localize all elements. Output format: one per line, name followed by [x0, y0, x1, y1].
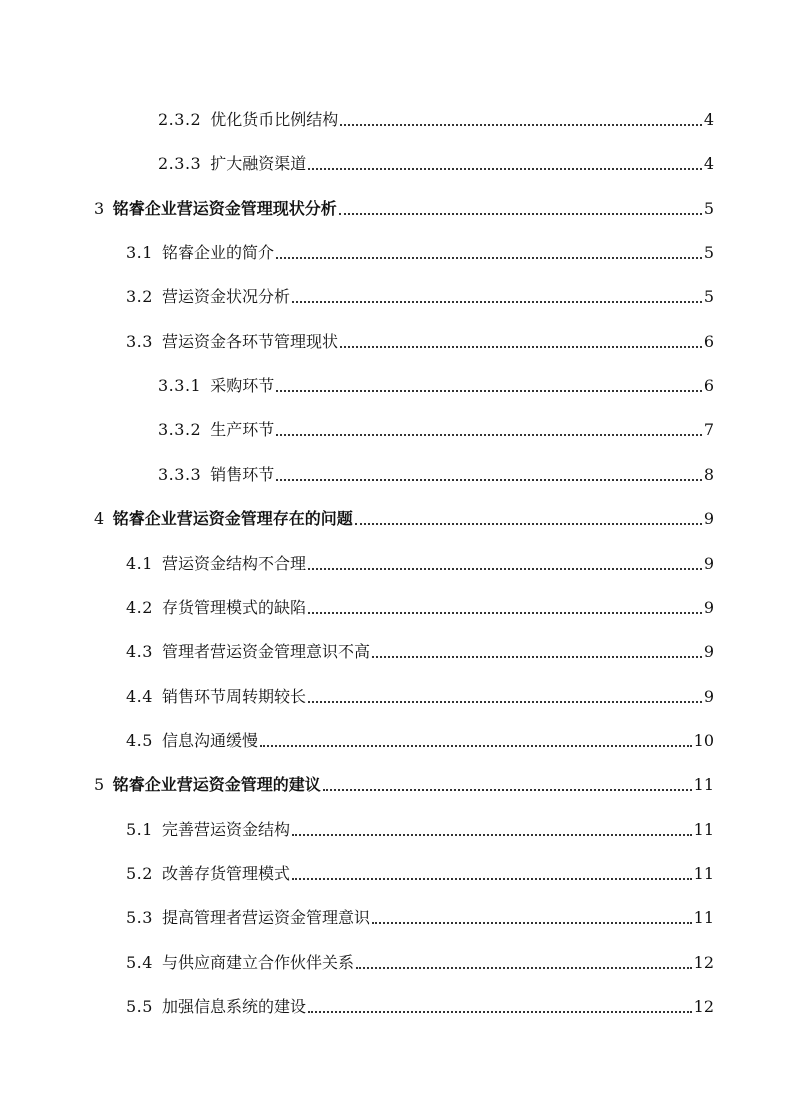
toc-entry-title: 采购环节 [210, 376, 275, 396]
toc-entry-number: 4.2 [126, 597, 153, 617]
toc-entry[interactable] [0, 725, 789, 751]
toc-entry-page: 9 [703, 553, 714, 573]
dot-leader [308, 167, 702, 170]
toc-entry-title: 信息沟通缓慢 [161, 730, 258, 750]
dot-leader [276, 433, 702, 436]
dot-leader [276, 256, 702, 259]
toc-entry-page: 11 [693, 819, 714, 839]
toc-entry-title: 生产环节 [210, 420, 275, 440]
dot-leader [323, 788, 692, 791]
toc-entry[interactable] [0, 503, 789, 529]
toc-entry-page: 11 [693, 775, 714, 795]
toc-entry-title: 销售环节 [210, 464, 275, 484]
dot-leader [292, 877, 692, 880]
toc-entry[interactable] [0, 237, 789, 263]
toc-entry-title: 管理者营运资金管理意识不高 [161, 642, 370, 662]
toc-entry-title: 营运资金状况分析 [161, 287, 290, 307]
toc-entry-number: 4.4 [126, 686, 153, 706]
toc-entry-page: 12 [693, 997, 714, 1016]
toc-entry-page: 5 [703, 198, 714, 218]
toc-entry-number: 2.3.2 [158, 110, 202, 129]
toc-entry[interactable] [0, 548, 789, 574]
toc-entry[interactable] [0, 947, 789, 973]
toc-entry-number: 3.2 [126, 287, 153, 307]
toc-entry-title: 铭睿企业的简介 [161, 243, 274, 263]
toc-entry-page: 5 [703, 243, 714, 263]
toc-entry-number: 4.1 [126, 553, 153, 573]
dot-leader [372, 655, 702, 658]
dot-leader [340, 345, 702, 348]
dot-leader [372, 921, 692, 924]
toc-entry-number: 5.1 [126, 819, 153, 839]
dot-leader [276, 389, 702, 392]
toc-entry-title: 铭睿企业营运资金管理现状分析 [112, 198, 337, 218]
dot-leader [339, 212, 702, 215]
dot-leader [356, 966, 692, 969]
toc-entry[interactable] [0, 592, 789, 618]
toc-entry-page: 11 [693, 908, 714, 928]
toc-entry-title: 优化货币比例结构 [210, 110, 339, 129]
toc-entry-number: 4 [94, 509, 105, 529]
toc-entry[interactable] [0, 814, 789, 840]
toc-entry-page: 4 [703, 154, 714, 174]
toc-entry[interactable] [0, 326, 789, 352]
dot-leader [260, 744, 692, 747]
toc-entry-number: 3.1 [126, 243, 153, 263]
toc-entry-title: 与供应商建立合作伙伴关系 [161, 952, 354, 972]
dot-leader [276, 478, 702, 481]
toc-entry-title: 提高管理者营运资金管理意识 [161, 908, 370, 928]
toc-entry-title: 完善营运资金结构 [161, 819, 290, 839]
toc-entry-title: 销售环节周转期较长 [161, 686, 306, 706]
toc-entry-title: 营运资金各环节管理现状 [161, 331, 338, 351]
toc-entry[interactable] [0, 459, 789, 485]
toc-entry-number: 5.2 [126, 864, 153, 883]
dot-leader [292, 833, 692, 836]
dot-leader [308, 611, 702, 614]
toc-entry[interactable] [0, 370, 789, 396]
toc-entry-number: 3.3.2 [158, 420, 202, 440]
toc-entry-page: 10 [693, 730, 714, 750]
toc-entry-number: 3.3.1 [158, 376, 202, 396]
toc-entry-title: 改善存货管理模式 [161, 864, 290, 883]
toc-entry-page: 5 [703, 287, 714, 307]
toc-entry[interactable] [0, 681, 789, 707]
toc-entry-number: 3 [94, 198, 105, 218]
toc-entry[interactable] [0, 991, 789, 1017]
dot-leader [308, 1010, 692, 1013]
toc-entry-number: 4.5 [126, 730, 153, 750]
toc-entry-page: 4 [703, 110, 714, 129]
dot-leader [355, 522, 702, 525]
toc-entry-page: 12 [693, 952, 714, 972]
toc-entry-page: 9 [703, 686, 714, 706]
dot-leader [292, 300, 702, 303]
toc-entry[interactable] [0, 148, 789, 174]
toc-entry-number: 5.3 [126, 908, 153, 928]
toc-entry-number: 5 [94, 775, 105, 795]
toc-entry-page: 9 [703, 642, 714, 662]
dot-leader [308, 567, 702, 570]
toc-entry-number: 3.3 [126, 331, 153, 351]
toc-entry-title: 扩大融资渠道 [210, 154, 307, 174]
dot-leader [308, 700, 702, 703]
toc-entry[interactable] [0, 902, 789, 928]
toc-entry-page: 9 [703, 597, 714, 617]
toc-entry[interactable] [0, 636, 789, 662]
toc-entry-page: 11 [693, 864, 714, 883]
toc-entry-title: 加强信息系统的建设 [161, 997, 306, 1016]
toc-entry-page: 7 [703, 420, 714, 440]
toc-entry[interactable] [0, 858, 789, 884]
toc-entry-number: 2.3.3 [158, 154, 202, 174]
toc-entry[interactable] [0, 281, 789, 307]
toc-entry-page: 9 [703, 509, 714, 529]
toc-entry-page: 6 [703, 376, 714, 396]
toc-entry[interactable] [0, 414, 789, 440]
toc-entry-title: 铭睿企业营运资金管理的建议 [112, 775, 321, 795]
toc-entry[interactable] [0, 104, 789, 130]
toc-entry-title: 营运资金结构不合理 [161, 553, 306, 573]
toc-entry-number: 4.3 [126, 642, 153, 662]
toc-entry[interactable] [0, 193, 789, 219]
dot-leader [340, 123, 702, 126]
toc-entry-title: 存货管理模式的缺陷 [161, 597, 306, 617]
toc-entry-page: 6 [703, 331, 714, 351]
toc-entry-number: 5.5 [126, 997, 153, 1016]
toc-entry-page: 8 [703, 464, 714, 484]
toc-entry[interactable] [0, 769, 789, 795]
toc-entry-number: 5.4 [126, 952, 153, 972]
toc-entry-number: 3.3.3 [158, 464, 202, 484]
toc-entry-title: 铭睿企业营运资金管理存在的问题 [112, 509, 353, 529]
